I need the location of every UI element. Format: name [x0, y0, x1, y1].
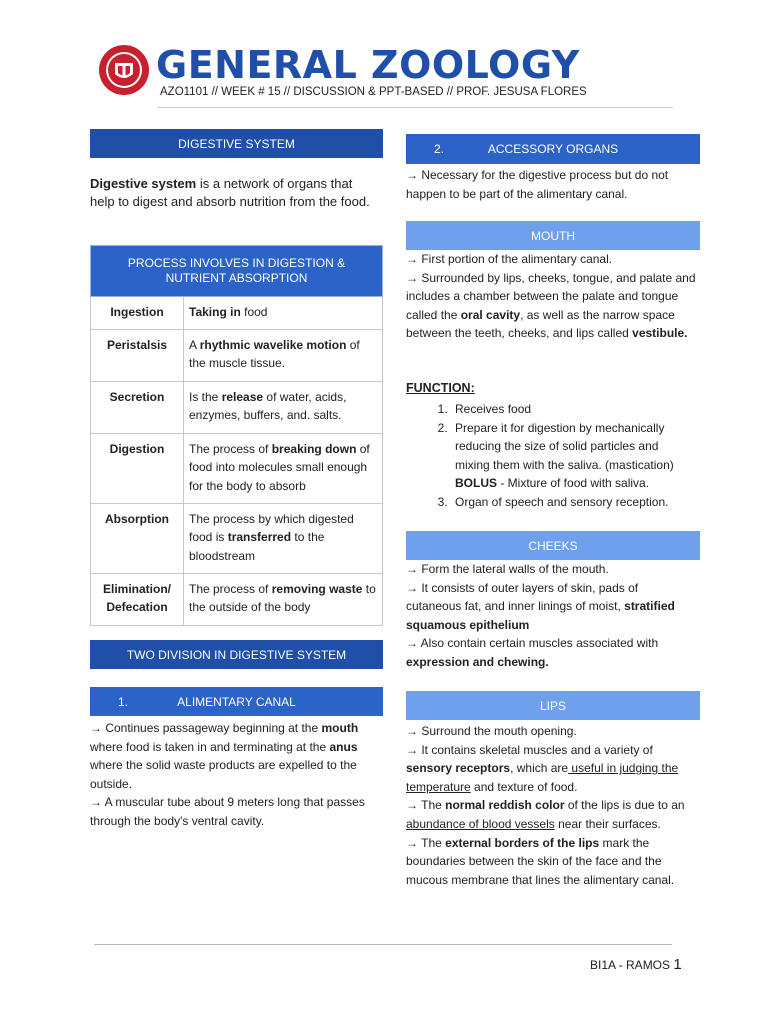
row-description: The process of removing waste to the outside of the body [184, 574, 383, 626]
alimentary-canal-paragraph-1: → Continues passageway beginning at the mouth where food is taken in and terminating at the anus where the solid waste products are expelled to the outside. [90, 721, 359, 791]
row-description: Is the release of water, acids, enzymes, buffers, and. salts. [184, 382, 383, 434]
lips-heading [406, 691, 700, 720]
accessory-organs-number: 2. [434, 142, 445, 156]
course-subtitle: AZO1101 // WEEK # 15 // DISCUSSION & PPT-BASED // PROF. JESUSA FLORES [160, 86, 587, 98]
alimentary-canal-text [90, 719, 370, 831]
page-number: 1 [673, 956, 682, 973]
cheeks-heading-label: CHEEKS [528, 538, 578, 553]
table-row [91, 574, 383, 626]
cheeks-paragraph-1: → Form the lateral walls of the mouth. [406, 562, 609, 576]
table-row [91, 297, 383, 330]
alimentary-canal-number: 1. [118, 694, 129, 709]
row-description: Taking in food [184, 297, 383, 330]
row-description: A rhythmic wavelike motion of the muscle tissue. [184, 330, 383, 382]
two-division-heading [90, 640, 383, 669]
definition-term: Digestive system [90, 176, 197, 191]
footer-label: BI1A - RAMOS [590, 958, 674, 972]
row-term: Ingestion [91, 297, 184, 330]
lips-text [406, 722, 696, 889]
accessory-organs-heading [406, 134, 700, 164]
mouth-heading-label: MOUTH [531, 228, 575, 243]
alimentary-canal-label: ALIMENTARY CANAL [177, 694, 296, 709]
table-row [91, 330, 383, 382]
row-term: Secretion [91, 382, 184, 434]
two-division-heading-label: TWO DIVISION IN DIGESTIVE SYSTEM [126, 647, 347, 662]
row-term: Absorption [91, 504, 184, 574]
table-row [91, 382, 383, 434]
cheeks-text [406, 560, 696, 672]
alimentary-canal-heading [90, 687, 383, 716]
digestive-system-heading [90, 129, 383, 158]
row-description: The process of breaking down of food into molecules small enough for the body to absorb [184, 434, 383, 504]
digestive-system-definition [90, 175, 375, 211]
row-description: The process by which digested food is transferred to the bloodstream [184, 504, 383, 574]
list-item: 1. Receives food [451, 400, 696, 419]
list-item: 3. Organ of speech and sensory reception. [451, 493, 696, 512]
row-term: Peristalsis [91, 330, 184, 382]
alimentary-canal-paragraph-2: → A muscular tube about 9 meters long that passes through the body's ventral cavity. [90, 795, 365, 828]
accessory-organs-text: → Necessary for the digestive process but do not happen to be part of the alimentary canal. [406, 168, 669, 201]
table-row [91, 434, 383, 504]
mouth-text [406, 250, 696, 343]
cheeks-paragraph-3: → Also contain certain muscles associated with expression and chewing. [406, 636, 659, 669]
page-header [98, 44, 678, 110]
lips-paragraph-1: → Surround the mouth opening. [406, 724, 577, 738]
lips-paragraph-4: → The external borders of the lips mark the boundaries between the skin of the face and the mucous membrane that lines the alimentary canal. [406, 835, 675, 887]
page-footer [590, 956, 682, 973]
cheeks-heading [406, 531, 700, 560]
mouth-heading [406, 221, 700, 250]
page-title: GENERAL ZOOLOGY [156, 43, 580, 87]
cheeks-paragraph-2: → It consists of outer layers of skin, pads of cutaneous fat, and inner linings of moist, stratified squamous epithelium [406, 580, 675, 632]
accessory-organs-label: ACCESSORY ORGANS [487, 142, 619, 156]
table-row [91, 504, 383, 574]
list-item: 2. Prepare it for digestion by mechanically reducing the size of solid particles and mixing them with the saliva. (mastication) BOLUS - Mixture of food with saliva. [451, 419, 696, 493]
digestive-system-heading-label: DIGESTIVE SYSTEM [178, 136, 295, 151]
table-header: PROCESS INVOLVES IN DIGESTION & NUTRIENT ABSORPTION [91, 246, 383, 297]
definition-text: is a network of organs that help to digest and absorb nutrition from the food. [90, 176, 370, 209]
row-term: Elimination/ Defecation [91, 574, 184, 626]
header-divider [158, 107, 673, 108]
lips-paragraph-2: → It contains skeletal muscles and a variety of sensory receptors, which are useful in judging the temperature and texture of food. [406, 742, 679, 794]
university-seal-icon [98, 44, 150, 96]
row-term: Digestion [91, 434, 184, 504]
lips-paragraph-3: → The normal reddish color of the lips is due to an abundance of blood vessels near their surfaces. [406, 798, 685, 831]
function-heading: FUNCTION: [406, 381, 475, 395]
footer-divider [94, 944, 672, 945]
lips-heading-label: LIPS [539, 698, 566, 713]
mouth-paragraph-2: → Surrounded by lips, cheeks, tongue, and palate and includes a chamber between the palate and tongue called the oral cavity, as well as the narrow space between the teeth, cheeks, and lips called vestibule. [406, 270, 696, 341]
digestion-process-table [90, 245, 383, 626]
function-list [406, 400, 696, 512]
mouth-paragraph-1: → First portion of the alimentary canal. [406, 252, 613, 266]
